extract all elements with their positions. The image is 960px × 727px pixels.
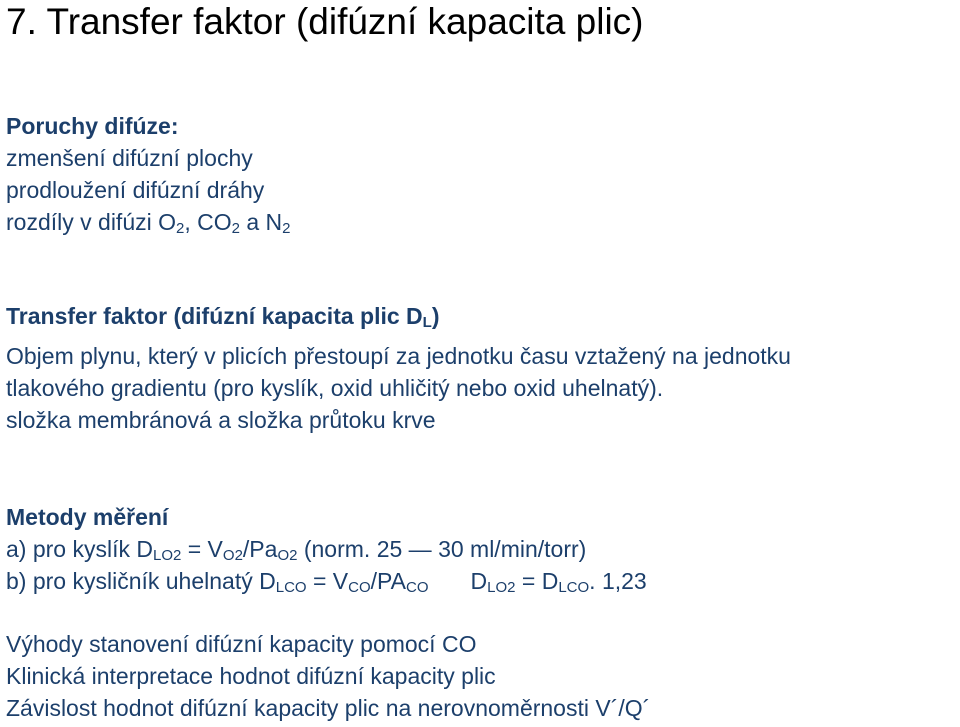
section-heading-metody: Metody měření bbox=[6, 504, 169, 530]
subscript: O2 bbox=[277, 547, 298, 564]
subscript: CO bbox=[406, 579, 429, 596]
vyhody-line: Závislost hodnot difúzní kapacity plic na nerovnoměrnosti V´/Q´ bbox=[6, 695, 651, 721]
subscript: LO2 bbox=[487, 579, 516, 596]
vyhody-line: Výhody stanovení difúzní kapacity pomocí CO bbox=[6, 631, 477, 657]
poruchy-item: zmenšení difúzní plochy bbox=[6, 145, 253, 171]
subscript: LCO bbox=[558, 579, 590, 596]
subscript: LO2 bbox=[152, 547, 182, 564]
metody-line-b bbox=[6, 567, 647, 595]
text-run: = V bbox=[306, 568, 349, 594]
text-run: . 1,23 bbox=[589, 568, 647, 594]
text-run: ) bbox=[431, 303, 440, 329]
text-run: D bbox=[470, 568, 488, 594]
transfer-definition-line: Objem plynu, který v plicích přestoupí za jednotku času vztažený na jednotku bbox=[6, 343, 791, 369]
subscript: O2 bbox=[222, 547, 243, 564]
subscript: L bbox=[422, 314, 432, 331]
subscript: 2 bbox=[282, 220, 291, 237]
poruchy-item: prodloužení difúzní dráhy bbox=[6, 177, 265, 203]
text-run: /PA bbox=[370, 568, 407, 594]
subscript: CO bbox=[348, 579, 371, 596]
text-run: Transfer faktor (difúzní kapacita plic D bbox=[6, 303, 423, 329]
text-run: rozdíly v difúzi O bbox=[6, 209, 176, 235]
text-run: b) pro kysličník uhelnatý D bbox=[6, 568, 276, 594]
text-run: a) pro kyslík D bbox=[6, 536, 153, 562]
transfer-definition-line: tlakového gradientu (pro kyslík, oxid uhličitý nebo oxid uhelnatý). bbox=[6, 375, 664, 401]
transfer-components-line: složka membránová a složka průtoku krve bbox=[6, 407, 436, 433]
subscript: LCO bbox=[275, 579, 307, 596]
vyhody-line: Klinická interpretace hodnot difúzní kapacity plic bbox=[6, 663, 496, 689]
text-run: , CO bbox=[184, 209, 232, 235]
section-heading-transfer bbox=[6, 302, 440, 330]
text-run: /Pa bbox=[242, 536, 278, 562]
page-title: 7. Transfer faktor (difúzní kapacita plic) bbox=[6, 1, 644, 42]
text-run: (norm. 25 — 30 ml/min/torr) bbox=[297, 536, 587, 562]
section-heading-poruchy: Poruchy difúze: bbox=[6, 113, 179, 139]
text-run: = V bbox=[181, 536, 223, 562]
text-run: = D bbox=[515, 568, 559, 594]
subscript: 2 bbox=[231, 220, 240, 237]
poruchy-item-rozdily bbox=[6, 208, 291, 236]
subscript: 2 bbox=[176, 220, 185, 237]
metody-line-a bbox=[6, 535, 586, 563]
text-run: a N bbox=[239, 209, 283, 235]
